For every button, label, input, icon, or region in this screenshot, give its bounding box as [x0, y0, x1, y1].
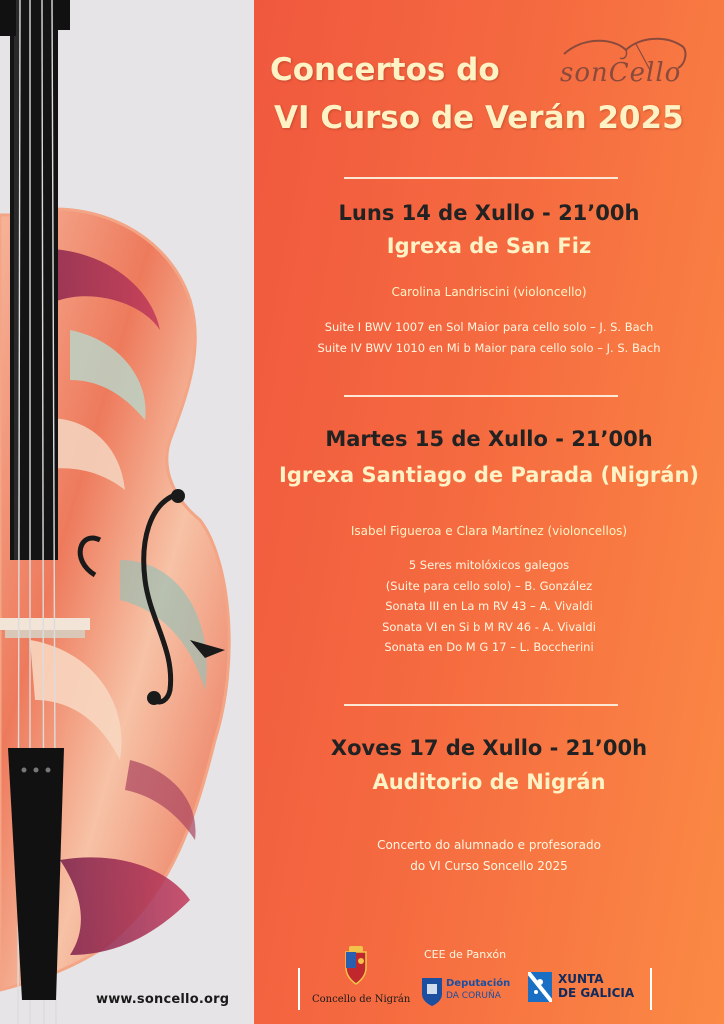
xunta-logo-text: XUNTA	[558, 972, 604, 986]
concert-1-performers: Carolina Landriscini (violoncello)	[391, 285, 587, 299]
program-item: Concerto do alumnado e profesorado	[377, 838, 601, 852]
program-item: do VI Curso Soncello 2025	[410, 858, 568, 873]
deputacion-logo-subtext: DA CORUÑA	[446, 991, 501, 1001]
concerts-panel	[254, 0, 724, 1024]
concert-1-venue: Igrexa de San Fiz	[386, 234, 592, 258]
footer-divider	[298, 968, 300, 1010]
concert-2-date: Martes 15 de Xullo - 21’00h	[325, 427, 653, 451]
partner-label: CEE de Panxón	[424, 948, 507, 961]
concert-1-date: Luns 14 de Xullo - 21’00h	[338, 201, 640, 225]
deputacion-coruna-logo-icon	[420, 970, 512, 1010]
program-item: Suite IV BWV 1010 en Mi b Maior para cello solo – J. S. Bach	[317, 340, 661, 355]
page-title-line-1: Concertos do	[270, 52, 500, 88]
program-item: 5 Seres mitolóxicos galegos	[408, 558, 570, 572]
concert-2-venue: Igrexa Santiago de Parada (Nigrán)	[279, 463, 699, 487]
program-item: (Suite para cello solo) – B. González	[385, 578, 593, 593]
footer-divider	[650, 968, 652, 1010]
program-item: Suite I BWV 1007 en Sol Maior para cello solo – J. S. Bach	[324, 320, 654, 334]
concello-nigran-logo-text: Concello de Nigrán	[312, 994, 411, 1005]
program-item: Sonata VI en Si b M RV 46 - A. Vivaldi	[382, 619, 596, 634]
divider	[344, 704, 618, 706]
concert-3-program	[254, 835, 724, 876]
concert-2-performers: Isabel Figueroa e Clara Martínez (violoncellos)	[350, 524, 628, 538]
concert-2-program	[254, 555, 724, 658]
website-url: www.soncello.org	[96, 992, 230, 1007]
xunta-galicia-flag-icon	[528, 972, 552, 1002]
concert-1-program	[254, 317, 724, 358]
page-title-line-2: VI Curso de Verán 2025	[274, 100, 684, 136]
divider	[344, 177, 618, 179]
divider	[344, 395, 618, 397]
cello-illustration	[0, 0, 254, 1024]
program-item: Sonata III en La m RV 43 – A. Vivaldi	[385, 599, 593, 613]
program-item: Sonata en Do M G 17 – L. Boccherini	[384, 640, 594, 654]
soncello-logo-text: sonCello	[560, 58, 682, 88]
concello-crest-icon	[340, 946, 372, 986]
concert-3-date: Xoves 17 de Xullo - 21’00h	[330, 736, 648, 760]
cello-illustration-panel	[0, 0, 254, 1024]
concert-3-venue: Auditorio de Nigrán	[372, 770, 606, 794]
xunta-logo-subtext: DE GALICIA	[558, 986, 635, 1000]
deputacion-logo-text: Deputación	[446, 978, 511, 989]
